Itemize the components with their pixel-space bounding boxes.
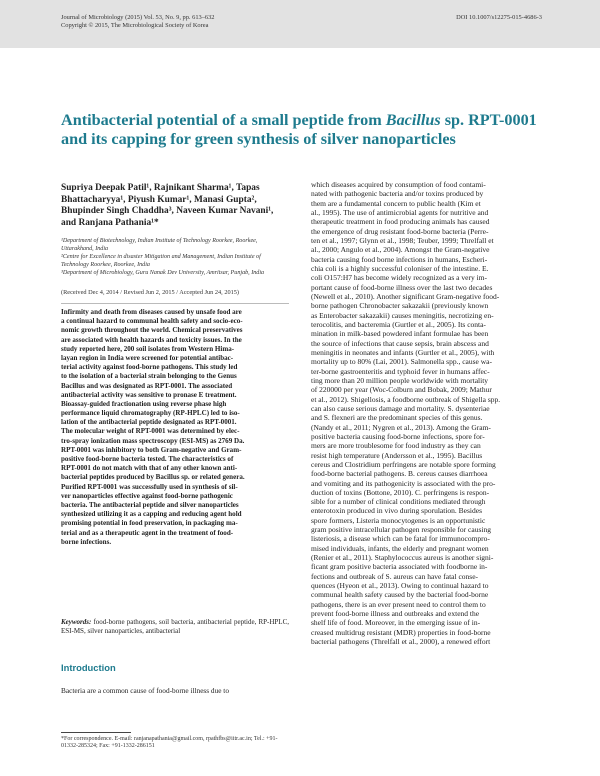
title-genus: Bacillus (385, 111, 441, 129)
doi-label: DOI 10.1007/s12275-015-4686-3 (456, 14, 542, 21)
introduction-heading: Introduction (61, 662, 116, 673)
affiliation-3: ³Department of Microbiology, Guru Nanak Dev University, Amritsar, Punjab, India (61, 270, 265, 276)
abstract: Infirmity and death from diseases caused by unsafe food are a continual hazard to communal health safety and socio-eco- nomic growth throughout the world. Chemical preservatives are associated with health hazards and toxicity issues. In the study reported here, 200 soil isolates from Western Hima- layan region in India were screened for potential antibac- terial activity against food-borne pathogens. This study led to the isolation of a bacterial strain belonging to the Genus Bacillus and was designated as RPT-0001. The associated antibacterial activity was sensitive to pronase E treatment. Bioassay-guided fractionation using reverse phase high performance liquid chromatography (RP-HPLC) led to iso- lation of the antibacterial peptide designated as RPT-0001. The molecular weight of RPT-0001 was determined by elec- tro-spray ionization mass spectroscopy (ESI-MS) as 2769 Da. RPT-0001 was inhibitory to both Gram-negative and Gram- positive food-borne bacteria tested. The characteristics of RPT-0001 do not match with that of any other known anti- bacterial peptides produced by Bacillus sp. or related genera. Purified RPT-0001 was successfully used in synthesis of sil- ver nanoparticles effective against food-borne pathogenic bacteria. The antibacterial peptide and silver nanoparticles synthesized utilizing it as a capping and reducing agent hold promising potential in food preservation, in packaging ma- terial and as a therapeutic agent in the treatment of food- borne infections. (61, 308, 245, 546)
footnote-divider (61, 732, 131, 733)
article-title (61, 111, 541, 149)
title-part-1: Antibacterial potential of a small peptide from (61, 111, 386, 129)
journal-citation (61, 14, 215, 31)
correspondence-footnote: *For correspondence. E-mail: ranjanapathania@gmail.com, rpathfbs@iitr.ac.in; Tel.: +91-01332-285324; Fax: +91-1332-286151 (61, 736, 278, 750)
author-block (61, 183, 289, 278)
journal-line-1: Journal of Microbiology (2015) Vol. 53, No. 9, pp. 613–632 (61, 14, 215, 21)
keywords-label: Keywords: (61, 618, 92, 626)
introduction-continued: which diseases acquired by consumption of food contami- nated with pathogenic bacteria and/or toxins produced by them are a fundamental concern to public health (Kim et al., 1995). The use of antimicrobial agents for nutritive and therapeutic treatment in food producing animals has caused the emergence of drug resistant food-borne bacteria (Perre- ten et al., 1997; Glynn et al., 1998; Teuber, 1999; Threlfall et al., 2000; Angulo et al., 2004). Amongst the Gram-negative bacteria causing food borne infections in humans, Escheri- chia coli is a highly successful coloniser of the intestine. E. coli O157:H7 has become widely recognized as a very im- portant cause of food-borne illness over the last two decades (Newell et al., 2010). Another significant Gram-negative food- borne pathogen Chronobacter sakazakii (previously known as Enterobacter sakazakii) causes meningitis, necrotizing en- terocolitis, and bacteremia (Gurtler et al., 2005). Its conta- mination in milk-based powdered infant formulae has been the source of infections that cause sepsis, brain abscess and meningitis in neonates and infants (Gurtler et al., 2005), with mortality up to 80% (Lai, 2001). Salmonella spp., cause wa- ter-borne gastroenteritis and typhoid fever in humans affec- ting more than 20 million people worldwide with mortality of 220000 per year (Woc-Colburn and Bobak, 2009; Mathur et al., 2012). Shigellosis, a foodborne outbreak of Shigella spp. can also cause serious damage and mortality. S. dysenteriae and S. flexneri are the predominant species of this genus. (Nandy et al., 2011; Nygren et al., 2013). Among the Gram- positive bacteria causing food-borne infections, spore for- mers are more troublesome for food industry as they can resist high temperature (Andersson et al., 1995). Bacillus cereus and Clostridium perfringens are notable spore forming food-borne bacterial pathogens. B. cereus causes diarrhoea and vomiting and its pathogenicity is associated with the pro- duction of toxins (Bottone, 2010). C. perfringens is respon- sible for a number of clinical conditions mediated through enterotoxin produced in vivo during sporulation. Besides spore formers, Listeria monocytogenes is an opportunistic gram positive intracellular pathogen responsible for causing listeriosis, a disease which can be fatal for immunocompro- mised individuals, infants, the elderly and pregnant women (Renier et al., 2011). Staphylococcus aureus is another signi- ficant gram positive bacteria associated with foodborne in- fections and outbreak of S. aureus can have fatal conse- quences (Hyeon et al., 2013). Owing to continual hazard to communal health safety caused by the bacterial food-borne pathogens, there is an ever present need to control them to prevent food-borne illness and outbreaks and extend the shelf life of food. Moreover, in the emerging issue of in- creased multidrug resistant (MDR) properties in food-borne bacterial pathogens (Threlfall et al., 2000), a renewed effort (311, 180, 501, 647)
author-list: Supriya Deepak Patil¹, Rajnikant Sharma¹, Tapas Bhattacharyya¹, Piyush Kumar¹, Manasi Gupta², Bhupinder Singh Chaddha³, Naveen Kumar Navani¹, and Ranjana Pathania¹* (61, 183, 274, 228)
journal-header-bar (0, 0, 600, 48)
affiliation-2: ²Centre for Excellence in disaster Mitigation and Management, Indian Institute of Technology Roorkee, Roorkee, India (61, 254, 261, 269)
affiliations (61, 238, 289, 278)
affiliation-1: ¹Department of Biotechnology, Indian Institute of Technology Roorkee, Roorkee, Uttarakhand, India (61, 238, 258, 253)
title-part-2: sp. RPT-0001 and its capping for green synthesis of silver nanoparticles (61, 111, 537, 148)
received-dates: (Received Dec 4, 2014 / Revised Jun 2, 2015 / Accepted Jun 24, 2015) (61, 289, 289, 304)
journal-line-2: Copyright © 2015, The Microbiological Society of Korea (61, 22, 209, 30)
keywords (61, 618, 289, 636)
keywords-text: food-borne pathogens, soil bacteria, antibacterial peptide, RP-HPLC, ESI-MS, silver nanoparticles, antibacterial (61, 618, 289, 636)
introduction-text: Bacteria are a common cause of food-borne illness due to (61, 686, 229, 695)
